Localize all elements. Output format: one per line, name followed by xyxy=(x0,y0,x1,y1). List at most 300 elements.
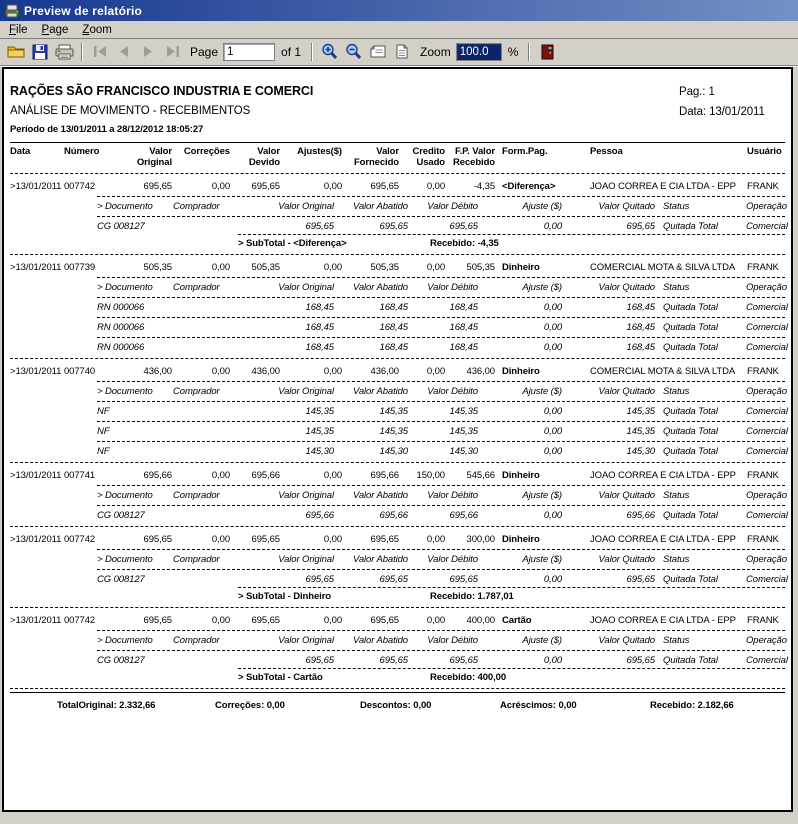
toolbar xyxy=(0,39,798,66)
sub-col-header-6: Ajuste ($) xyxy=(522,201,562,212)
sub-col-header-7: Valor Quitado xyxy=(598,201,655,212)
cell-valor_abatido: 695,65 xyxy=(379,574,408,585)
subtotal-label: > SubTotal - Dinheiro xyxy=(238,591,331,602)
print-button[interactable] xyxy=(52,41,76,63)
cell-valor_original: 695,65 xyxy=(143,181,172,192)
report-title: ANÁLISE DE MOVIMENTO - RECEBIMENTOS xyxy=(10,105,251,117)
col-header-1 xyxy=(10,146,64,168)
col-header-line2: Fornecido xyxy=(353,157,399,168)
cell-valor_original: 695,65 xyxy=(305,221,334,232)
cell-status: Quitada Total xyxy=(663,426,718,437)
sub-col-header-8: Status xyxy=(663,282,690,293)
cell-credito_usado: 0,00 xyxy=(426,366,445,377)
cell-ajustes: 0,00 xyxy=(323,615,342,626)
cell-valor_debito: 168,45 xyxy=(449,342,478,353)
cell-valor_original: 695,65 xyxy=(305,574,334,585)
cell-valor_original: 145,35 xyxy=(305,406,334,417)
sub-header-row xyxy=(10,551,785,567)
sub-indent xyxy=(10,574,97,585)
menu-file[interactable]: File xyxy=(9,23,28,36)
item-row[interactable] xyxy=(10,571,788,587)
cell-ajustes: 0,00 xyxy=(323,262,342,273)
cell-valor_debito: 695,65 xyxy=(449,574,478,585)
subtotal-row xyxy=(238,234,785,251)
col-header-3 xyxy=(106,146,172,168)
menu-page[interactable]: Page xyxy=(41,23,69,36)
cell-usuario: FRANK xyxy=(747,534,779,545)
divider-line xyxy=(97,277,785,278)
whole-page-icon xyxy=(396,44,408,59)
item-row[interactable] xyxy=(10,443,788,459)
menu-zoom[interactable]: Zoom xyxy=(82,23,112,36)
cell-comprador xyxy=(173,322,261,333)
cell-pessoa: JOAO CORREA E CIA LTDA - EPP xyxy=(590,470,736,481)
cell-date: >13/01/2011 xyxy=(10,615,62,626)
col-header-2 xyxy=(64,146,106,168)
cell-numero: 007742 xyxy=(64,615,96,626)
sub-indent xyxy=(10,554,97,565)
document-row[interactable] xyxy=(10,612,785,628)
report-body xyxy=(10,177,788,689)
cell-ajuste: 0,00 xyxy=(543,406,562,417)
cell-pessoa: JOAO CORREA E CIA LTDA - EPP xyxy=(590,181,736,192)
sub-col-header-4: Valor Abatido xyxy=(352,386,408,397)
col-header-line1: F.P. Valor xyxy=(454,146,495,157)
cell-comprador xyxy=(173,510,261,521)
cell-form_pag: Dinheiro xyxy=(502,470,540,481)
item-row[interactable] xyxy=(10,299,788,315)
item-row[interactable] xyxy=(10,319,788,335)
cell-valor_quitado: 168,45 xyxy=(626,342,655,353)
sub-header-row xyxy=(10,632,785,648)
sub-col-header-4: Valor Abatido xyxy=(352,635,408,646)
report-header xyxy=(10,69,785,142)
cell-valor_fornecido: 695,65 xyxy=(370,534,399,545)
col-header-line1: Form.Pag. xyxy=(502,146,548,157)
col-header-line2: Devido xyxy=(248,157,280,168)
col-header-line1: Valor xyxy=(149,146,172,157)
sub-col-header-2: Comprador xyxy=(173,635,220,646)
cell-comprador xyxy=(173,342,261,353)
cell-valor_devido: 695,65 xyxy=(251,534,280,545)
cell-form_pag: Cartão xyxy=(502,615,532,626)
divider-line xyxy=(10,173,785,174)
report-preview-icon xyxy=(4,3,20,18)
report-group xyxy=(10,466,788,523)
page-count-label: of 1 xyxy=(281,44,302,59)
sub-col-header-3: Valor Original xyxy=(278,635,334,646)
sub-col-header-1: > Documento xyxy=(97,282,153,293)
cell-valor_quitado: 145,30 xyxy=(626,446,655,457)
cell-operacao: Comercial xyxy=(746,510,788,521)
sub-indent xyxy=(10,386,97,397)
item-row[interactable] xyxy=(10,339,788,355)
cell-valor_abatido: 145,35 xyxy=(379,406,408,417)
cell-valor_debito: 145,30 xyxy=(449,446,478,457)
fit-width-button[interactable] xyxy=(366,41,390,63)
cell-status: Quitada Total xyxy=(663,510,718,521)
col-header-line1: Valor xyxy=(257,146,280,157)
fit-width-icon xyxy=(370,45,386,58)
sub-col-header-7: Valor Quitado xyxy=(598,282,655,293)
cell-status: Quitada Total xyxy=(663,322,718,333)
cell-correcoes: 0,00 xyxy=(211,534,230,545)
sub-col-header-4: Valor Abatido xyxy=(352,201,408,212)
cell-valor_debito: 168,45 xyxy=(449,322,478,333)
cell-ajustes: 0,00 xyxy=(323,470,342,481)
cell-ajuste: 0,00 xyxy=(543,510,562,521)
sub-col-header-6: Ajuste ($) xyxy=(522,635,562,646)
sub-col-header-9: Operação xyxy=(746,201,787,212)
subtotal-row xyxy=(238,668,785,685)
document-row[interactable] xyxy=(10,467,785,483)
col-header-line1: Correções xyxy=(183,146,230,157)
cell-valor_quitado: 695,65 xyxy=(626,655,655,666)
last-page-icon xyxy=(165,46,180,57)
cell-form_pag: Dinheiro xyxy=(502,366,540,377)
total-item-4: Acréscimos: 0,00 xyxy=(500,700,577,711)
cell-ajuste: 0,00 xyxy=(543,322,562,333)
cell-valor_fornecido: 695,65 xyxy=(370,615,399,626)
sub-header-row xyxy=(10,487,785,503)
sub-header-row xyxy=(10,198,785,214)
folder-icon xyxy=(7,44,26,59)
company-name: RAÇÕES SÃO FRANCISCO INDUSTRIA E COMERCI xyxy=(10,84,314,98)
divider-line xyxy=(97,421,785,422)
divider-line xyxy=(97,216,785,217)
cell-valor_original: 168,45 xyxy=(305,322,334,333)
cell-valor_original: 695,66 xyxy=(305,510,334,521)
cell-operacao: Comercial xyxy=(746,322,788,333)
cell-numero: 007741 xyxy=(64,470,96,481)
sub-col-header-9: Operação xyxy=(746,635,787,646)
col-header-9 xyxy=(445,146,495,168)
last-page-button[interactable] xyxy=(160,41,184,63)
prev-page-icon xyxy=(118,46,130,57)
cell-valor_abatido: 168,45 xyxy=(379,302,408,313)
cell-usuario: FRANK xyxy=(747,181,779,192)
divider-line xyxy=(97,505,785,506)
document-row[interactable] xyxy=(10,363,785,379)
divider-line xyxy=(97,297,785,298)
cell-ajuste: 0,00 xyxy=(543,574,562,585)
report-group xyxy=(10,530,788,604)
cell-valor_original: 695,65 xyxy=(305,655,334,666)
sub-col-header-8: Status xyxy=(663,554,690,565)
subtotal-label: > SubTotal - <Diferença> xyxy=(238,238,347,249)
cell-comprador xyxy=(173,406,261,417)
sub-col-header-8: Status xyxy=(663,386,690,397)
item-row[interactable] xyxy=(10,507,788,523)
cell-usuario: FRANK xyxy=(747,262,779,273)
cell-ajuste: 0,00 xyxy=(543,426,562,437)
cell-valor_devido: 436,00 xyxy=(251,366,280,377)
window-title: Preview de relatório xyxy=(24,3,143,18)
divider-line xyxy=(97,630,785,631)
divider-line xyxy=(10,254,785,255)
col-header-line1: Data xyxy=(10,146,31,157)
document-row[interactable] xyxy=(10,178,785,194)
cell-fp_valor_recebido: -4,35 xyxy=(473,181,495,192)
cell-numero: 007742 xyxy=(64,181,96,192)
cell-form_pag: <Diferença> xyxy=(502,181,556,192)
cell-credito_usado: 150,00 xyxy=(416,470,445,481)
cell-status: Quitada Total xyxy=(663,221,718,232)
col-header-line2: Original xyxy=(136,157,172,168)
sub-indent xyxy=(10,342,97,353)
cell-form_pag: Dinheiro xyxy=(502,262,540,273)
sub-col-header-2: Comprador xyxy=(173,201,220,212)
divider-line xyxy=(97,317,785,318)
cell-credito_usado: 0,00 xyxy=(426,262,445,273)
divider-line xyxy=(97,196,785,197)
cell-usuario: FRANK xyxy=(747,615,779,626)
subtotal-recebido: Recebido: 1.787,01 xyxy=(430,591,514,602)
cell-operacao: Comercial xyxy=(746,302,788,313)
cell-pessoa: JOAO CORREA E CIA LTDA - EPP xyxy=(590,534,736,545)
sub-col-header-3: Valor Original xyxy=(278,554,334,565)
item-row[interactable] xyxy=(10,218,788,234)
sub-col-header-4: Valor Abatido xyxy=(352,282,408,293)
cell-credito_usado: 0,00 xyxy=(426,181,445,192)
cell-valor_abatido: 168,45 xyxy=(379,342,408,353)
cell-fp_valor_recebido: 300,00 xyxy=(466,534,495,545)
cell-valor_devido: 695,65 xyxy=(251,181,280,192)
cell-valor_abatido: 695,66 xyxy=(379,510,408,521)
divider-line xyxy=(10,358,785,359)
cell-valor_devido: 505,35 xyxy=(251,262,280,273)
toolbar-separator xyxy=(528,43,530,61)
cell-ajuste: 0,00 xyxy=(543,655,562,666)
sub-indent xyxy=(10,201,97,212)
col-header-12 xyxy=(739,146,785,168)
cell-fp_valor_recebido: 545,66 xyxy=(466,470,495,481)
cell-valor_original: 168,45 xyxy=(305,342,334,353)
cell-documento: RN 000066 xyxy=(97,302,145,313)
cell-operacao: Comercial xyxy=(746,655,788,666)
cell-correcoes: 0,00 xyxy=(211,262,230,273)
cell-status: Quitada Total xyxy=(663,574,718,585)
cell-date: >13/01/2011 xyxy=(10,181,62,192)
cell-valor_original: 695,65 xyxy=(143,615,172,626)
sub-indent xyxy=(10,655,97,666)
zoom-in-button[interactable] xyxy=(318,41,342,63)
sub-col-header-9: Operação xyxy=(746,554,787,565)
sub-col-header-7: Valor Quitado xyxy=(598,635,655,646)
cell-valor_original: 168,45 xyxy=(305,302,334,313)
page-label: Page xyxy=(190,44,219,59)
divider-line xyxy=(97,381,785,382)
sub-col-header-6: Ajuste ($) xyxy=(522,554,562,565)
col-header-11 xyxy=(580,146,739,168)
cell-valor_original: 436,00 xyxy=(143,366,172,377)
col-header-line1: Pessoa xyxy=(590,146,623,157)
cell-valor_abatido: 695,65 xyxy=(379,221,408,232)
save-button[interactable] xyxy=(28,41,52,63)
sub-indent xyxy=(10,426,97,437)
cell-status: Quitada Total xyxy=(663,302,718,313)
cell-correcoes: 0,00 xyxy=(211,366,230,377)
sub-col-header-2: Comprador xyxy=(173,554,220,565)
floppy-icon xyxy=(32,44,48,60)
cell-valor_original: 695,65 xyxy=(143,534,172,545)
cell-operacao: Comercial xyxy=(746,406,788,417)
col-header-line1: Ajustes($) xyxy=(297,146,342,157)
sub-col-header-3: Valor Original xyxy=(278,201,334,212)
cell-documento: CG 008127 xyxy=(97,574,145,585)
document-row[interactable] xyxy=(10,259,785,275)
cell-fp_valor_recebido: 436,00 xyxy=(466,366,495,377)
sub-col-header-6: Ajuste ($) xyxy=(522,490,562,501)
cell-documento: NF xyxy=(97,426,110,437)
sub-col-header-8: Status xyxy=(663,490,690,501)
cell-ajustes: 0,00 xyxy=(323,181,342,192)
cell-comprador xyxy=(173,655,261,666)
cell-valor_debito: 145,35 xyxy=(449,406,478,417)
subtotal-label: > SubTotal - Cartão xyxy=(238,672,323,683)
cell-valor_fornecido: 436,00 xyxy=(370,366,399,377)
sub-header-row xyxy=(10,383,785,399)
divider-line xyxy=(10,462,785,463)
sub-indent xyxy=(10,446,97,457)
col-header-4 xyxy=(172,146,230,168)
zoom-input[interactable] xyxy=(456,43,502,61)
zoom-out-button[interactable] xyxy=(342,41,366,63)
sub-indent xyxy=(10,282,97,293)
exit-button[interactable] xyxy=(535,41,559,63)
cell-valor_quitado: 145,35 xyxy=(626,426,655,437)
sub-indent xyxy=(10,302,97,313)
cell-comprador xyxy=(173,426,261,437)
col-header-line1: Número xyxy=(64,146,100,157)
cell-date: >13/01/2011 xyxy=(10,470,62,481)
prev-page-button[interactable] xyxy=(112,41,136,63)
titlebar[interactable] xyxy=(0,0,798,21)
page-number-label: Pag.: 1 xyxy=(679,86,715,98)
divider-line xyxy=(97,485,785,486)
col-header-line1: Usuário xyxy=(747,146,782,157)
report-period: Período de 13/01/2011 a 28/12/2012 18:05:27 xyxy=(10,124,204,135)
report-group xyxy=(10,177,788,251)
cell-usuario: FRANK xyxy=(747,470,779,481)
open-button[interactable] xyxy=(4,41,28,63)
cell-numero: 007742 xyxy=(64,534,96,545)
cell-operacao: Comercial xyxy=(746,342,788,353)
cell-fp_valor_recebido: 505,35 xyxy=(466,262,495,273)
cell-operacao: Comercial xyxy=(746,574,788,585)
col-header-line1: Credito xyxy=(412,146,445,157)
report-viewport[interactable] xyxy=(2,67,793,812)
sub-col-header-3: Valor Original xyxy=(278,282,334,293)
sub-header-row xyxy=(10,279,785,295)
sub-col-header-1: > Documento xyxy=(97,386,153,397)
sub-col-header-2: Comprador xyxy=(173,490,220,501)
col-header-8 xyxy=(399,146,445,168)
cell-valor_quitado: 145,35 xyxy=(626,406,655,417)
cell-valor_original: 695,66 xyxy=(143,470,172,481)
cell-ajuste: 0,00 xyxy=(543,446,562,457)
report-date-label: Data: 13/01/2011 xyxy=(679,106,765,118)
cell-operacao: Comercial xyxy=(746,221,788,232)
cell-valor_debito: 695,65 xyxy=(449,221,478,232)
cell-valor_fornecido: 695,65 xyxy=(370,181,399,192)
sub-col-header-3: Valor Original xyxy=(278,386,334,397)
cell-valor_fornecido: 505,35 xyxy=(370,262,399,273)
document-row[interactable] xyxy=(10,531,785,547)
cell-ajustes: 0,00 xyxy=(323,366,342,377)
item-row[interactable] xyxy=(10,403,788,419)
cell-status: Quitada Total xyxy=(663,655,718,666)
cell-documento: CG 008127 xyxy=(97,221,145,232)
sub-col-header-7: Valor Quitado xyxy=(598,490,655,501)
cell-ajuste: 0,00 xyxy=(543,302,562,313)
item-row[interactable] xyxy=(10,423,788,439)
cell-ajustes: 0,00 xyxy=(323,534,342,545)
col-header-line1: Valor xyxy=(376,146,399,157)
page-input[interactable] xyxy=(223,43,275,61)
sub-col-header-1: > Documento xyxy=(97,201,153,212)
sub-col-header-5: Valor Débito xyxy=(427,554,478,565)
sub-col-header-1: > Documento xyxy=(97,635,153,646)
cell-valor_quitado: 695,65 xyxy=(626,221,655,232)
total-item-1: TotalOriginal: 2.332,66 xyxy=(57,700,156,711)
first-page-button[interactable] xyxy=(88,41,112,63)
cell-valor_abatido: 168,45 xyxy=(379,322,408,333)
cell-correcoes: 0,00 xyxy=(211,470,230,481)
cell-fp_valor_recebido: 400,00 xyxy=(466,615,495,626)
sub-col-header-5: Valor Débito xyxy=(427,635,478,646)
cell-comprador xyxy=(173,446,261,457)
report-group xyxy=(10,258,788,355)
zoom-in-icon xyxy=(321,43,339,60)
report-group xyxy=(10,611,788,685)
cell-numero: 007739 xyxy=(64,262,96,273)
cell-documento: CG 008127 xyxy=(97,655,145,666)
cell-date: >13/01/2011 xyxy=(10,366,62,377)
sub-col-header-9: Operação xyxy=(746,490,787,501)
sub-col-header-4: Valor Abatido xyxy=(352,554,408,565)
col-header-line2: Usado xyxy=(416,157,445,168)
cell-documento: RN 000066 xyxy=(97,342,145,353)
sub-col-header-5: Valor Débito xyxy=(427,201,478,212)
printer-icon xyxy=(55,44,74,60)
exit-door-icon xyxy=(541,44,554,60)
cell-documento: RN 000066 xyxy=(97,322,145,333)
cell-credito_usado: 0,00 xyxy=(426,534,445,545)
item-row[interactable] xyxy=(10,652,788,668)
menubar xyxy=(0,21,798,39)
cell-date: >13/01/2011 xyxy=(10,262,62,273)
sub-col-header-1: > Documento xyxy=(97,554,153,565)
next-page-icon xyxy=(142,46,154,57)
cell-comprador xyxy=(173,574,261,585)
cell-documento: NF xyxy=(97,406,110,417)
report-page xyxy=(4,69,791,711)
cell-pessoa: COMERCIAL MOTA & SILVA LTDA xyxy=(590,262,736,273)
whole-page-button[interactable] xyxy=(390,41,414,63)
next-page-button[interactable] xyxy=(136,41,160,63)
col-header-7 xyxy=(342,146,399,168)
divider-line xyxy=(97,549,785,550)
cell-operacao: Comercial xyxy=(746,446,788,457)
cell-operacao: Comercial xyxy=(746,426,788,437)
divider-line xyxy=(97,569,785,570)
cell-form_pag: Dinheiro xyxy=(502,534,540,545)
sub-col-header-2: Comprador xyxy=(173,386,220,397)
cell-correcoes: 0,00 xyxy=(211,181,230,192)
cell-valor_original: 505,35 xyxy=(143,262,172,273)
sub-col-header-9: Operação xyxy=(746,386,787,397)
